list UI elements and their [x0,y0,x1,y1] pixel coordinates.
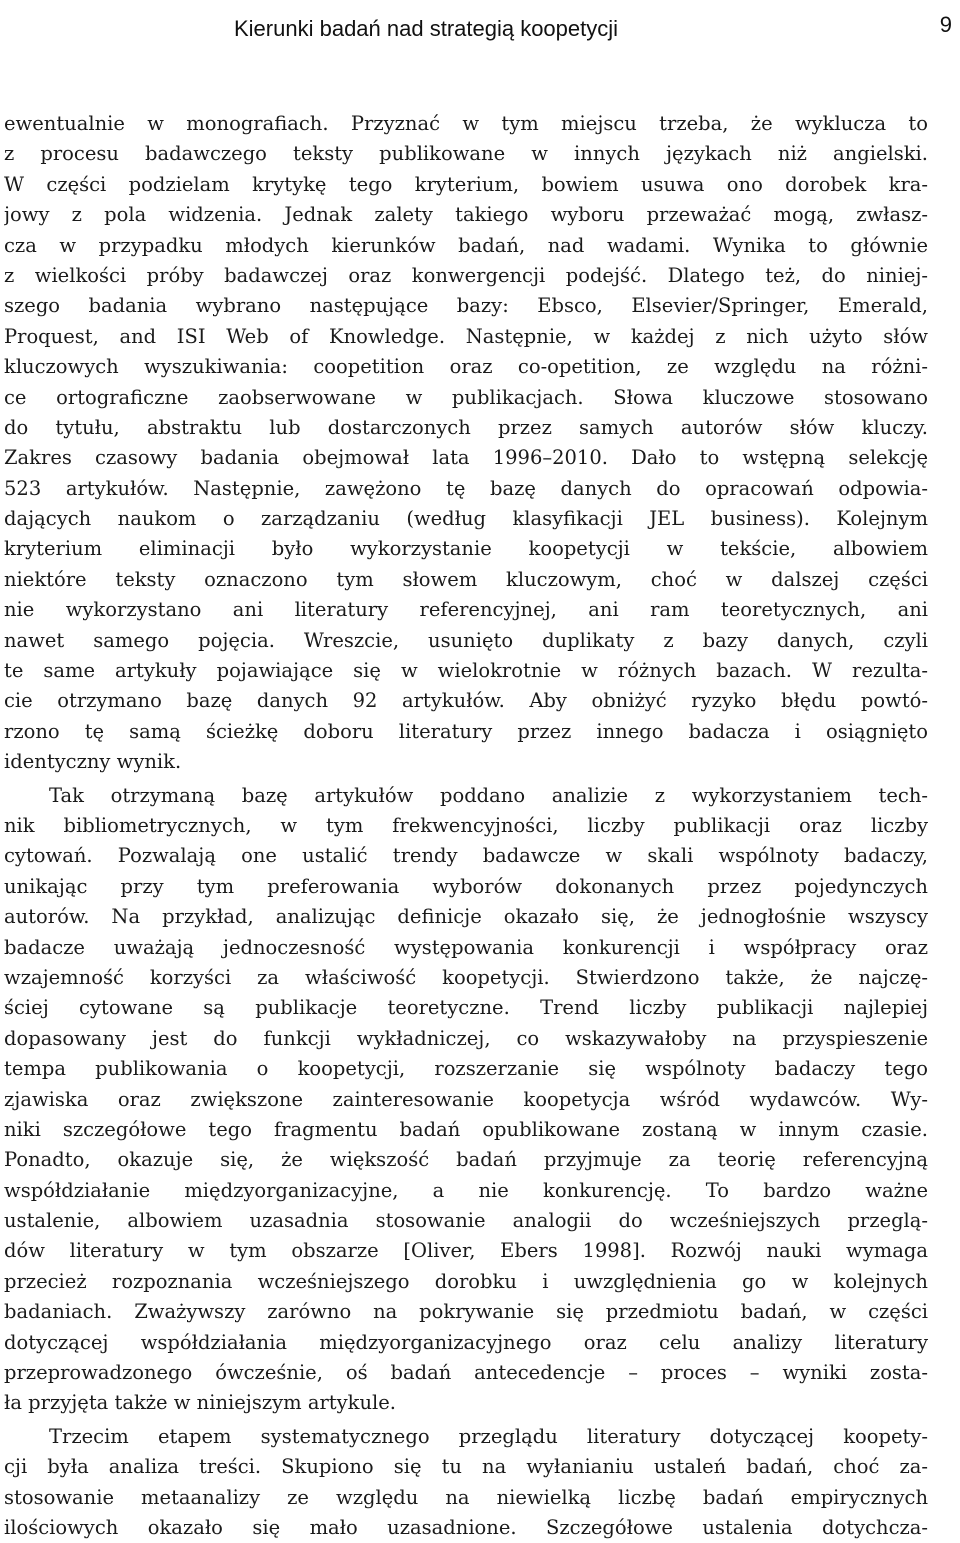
text-line: ewentualnie w monografiach. Przyznać w tym miejscu trzeba, że wyklucza to [4,112,928,135]
body-text [4,109,928,1543]
text-line: unikając przy tym preferowania wyborów dokonanych przez pojedynczych [4,874,928,898]
text-line: przeprowadzonego ówcześnie, oś badań antecedencje – proces – wyniki zosta- [4,1361,928,1385]
text-line: cytowań. Pozwalają one ustalić trendy badawcze w skali wspólnoty badaczy, [4,844,928,868]
text-line: z wielkości próby badawczej oraz konwergencji podejść. Dlatego też, do niniej- [4,263,928,287]
text-line: Zakres czasowy badania obejmował lata 1996–2010. Dało to wstępną selekcję [4,446,928,470]
text-line: cji była analiza treści. Skupiono się tu na wyłanianiu ustaleń badań, choć za- [4,1455,928,1479]
text-line: szego badania wybrano następujące bazy: Ebsco, Elsevier/Springer, Emerald, [4,294,928,318]
paragraph-3 [4,1422,928,1543]
text-line: kluczowych wyszukiwania: coopetition oraz co-opetition, ze względu na różni- [4,355,928,379]
text-line: ściej cytowane są publikacje teoretyczne. Trend liczby publikacji najlepiej [4,996,928,1020]
text-line: tempa publikowania o koopetycji, rozszerzanie się wspólnoty badaczy tego [4,1057,928,1081]
paragraph-1 [4,109,928,778]
text-line: ustalenie, albowiem uzasadnia stosowanie analogii do wcześniejszych przeglą- [4,1209,928,1233]
running-title: Kierunki badań nad strategią koopetycji [234,16,619,41]
text-line: stosowanie metaanalizy ze względu na niewielką liczbę badań empirycznych [4,1485,928,1509]
paragraph-2 [4,781,928,1419]
text-line: nawet samego pojęcia. Wreszcie, usunięto duplikaty z bazy danych, czyli [4,628,928,652]
text-line: cie otrzymano bazę danych 92 artykułów. Aby obniżyć ryzyko błędu powtó- [4,689,928,713]
text-line: autorów. Na przykład, analizując definicje okazało się, że jednogłośnie wszyscy [4,905,928,929]
text-line: dopasowany jest do funkcji wykładniczej, co wskazywałoby na przyspieszenie [4,1026,928,1050]
text-line: ła przyjęta także w niniejszym artykule. [4,1391,396,1415]
text-line: Ponadto, okazuje się, że większość badań przyjmuje za teorię referencyjną [4,1148,928,1172]
text-line: nie wykorzystano ani literatury referencyjnej, ani ram teoretycznych, ani [4,598,928,622]
text-line: z procesu badawczego teksty publikowane w innych językach niż angielski. [4,142,928,166]
text-line: Proquest, and ISI Web of Knowledge. Następnie, w każdej z nich użyto słów [4,324,928,348]
text-line: nik bibliometrycznych, w tym frekwencyjności, liczby publikacji oraz liczby [4,813,928,837]
text-line: wzajemność korzyści za właściwość koopetycji. Stwierdzono także, że najczę- [4,965,928,989]
page-header [0,12,960,52]
text-line: zjawiska oraz zwiększone zainteresowanie koopetycja wśród wydawców. Wy- [4,1087,928,1111]
text-line: jowy z pola widzenia. Jednak zalety takiego wyboru przeważać mogą, zwłasz- [4,203,928,227]
text-line: 523 artykułów. Następnie, zawężono tę bazę danych do opracowań odpowia- [4,476,928,500]
text-line: przecież rozpoznania wcześniejszego dorobku i uwzględnienia go w kolejnych [4,1269,928,1293]
text-line: identyczny wynik. [4,750,182,774]
text-line: niki szczegółowe tego fragmentu badań opublikowane zostaną w innym czasie. [4,1117,928,1141]
page-number: 9 [939,12,952,37]
text-line: badacze uważają jednoczesność występowania konkurencji i współpracy oraz [4,935,928,959]
text-line: Trzecim etapem systematycznego przeglądu literatury dotyczącej koopety- [49,1424,928,1448]
text-line: dów literatury w tym obszarze [Oliver, Ebers 1998]. Rozwój nauki wymaga [4,1239,928,1263]
text-line: niektóre teksty oznaczono tym słowem kluczowym, choć w dalszej części [4,567,928,591]
text-line: rzono tę samą ścieżkę doboru literatury przez innego badacza i osiągnięto [4,719,928,743]
text-line: do tytułu, abstraktu lub dostarczonych przez samych autorów słów kluczy. [4,415,928,439]
text-line: W części podzielam krytykę tego kryterium, bowiem usuwa ono dorobek kra- [4,172,928,196]
text-line: współdziałanie międzyorganizacyjne, a nie konkurencję. To bardzo ważne [4,1178,928,1202]
text-line: dotyczącej współdziałania międzyorganizacyjnego oraz celu analizy literatury [4,1330,928,1354]
text-line: cza w przypadku młodych kierunków badań, nad wadami. Wynika to głównie [4,233,928,257]
text-line: ce ortograficzne zaobserwowane w publikacjach. Słowa kluczowe stosowano [4,385,928,409]
text-line: ilościowych okazało się mało uzasadnione. Szczegółowe ustalenia dotychcza- [4,1515,928,1539]
text-line: dających naukom o zarządzaniu (według klasyfikacji JEL business). Kolejnym [4,507,928,531]
text-line: badaniach. Zważywszy zarówno na pokrywanie się przedmiotu badań, w części [4,1300,928,1324]
text-line: Tak otrzymaną bazę artykułów poddano analizie z wykorzystaniem tech- [49,783,928,807]
text-line: kryterium eliminacji było wykorzystanie koopetycji w tekście, albowiem [4,537,928,561]
text-line: te same artykuły pojawiające się w wielokrotnie w różnych bazach. W rezulta- [4,659,928,683]
